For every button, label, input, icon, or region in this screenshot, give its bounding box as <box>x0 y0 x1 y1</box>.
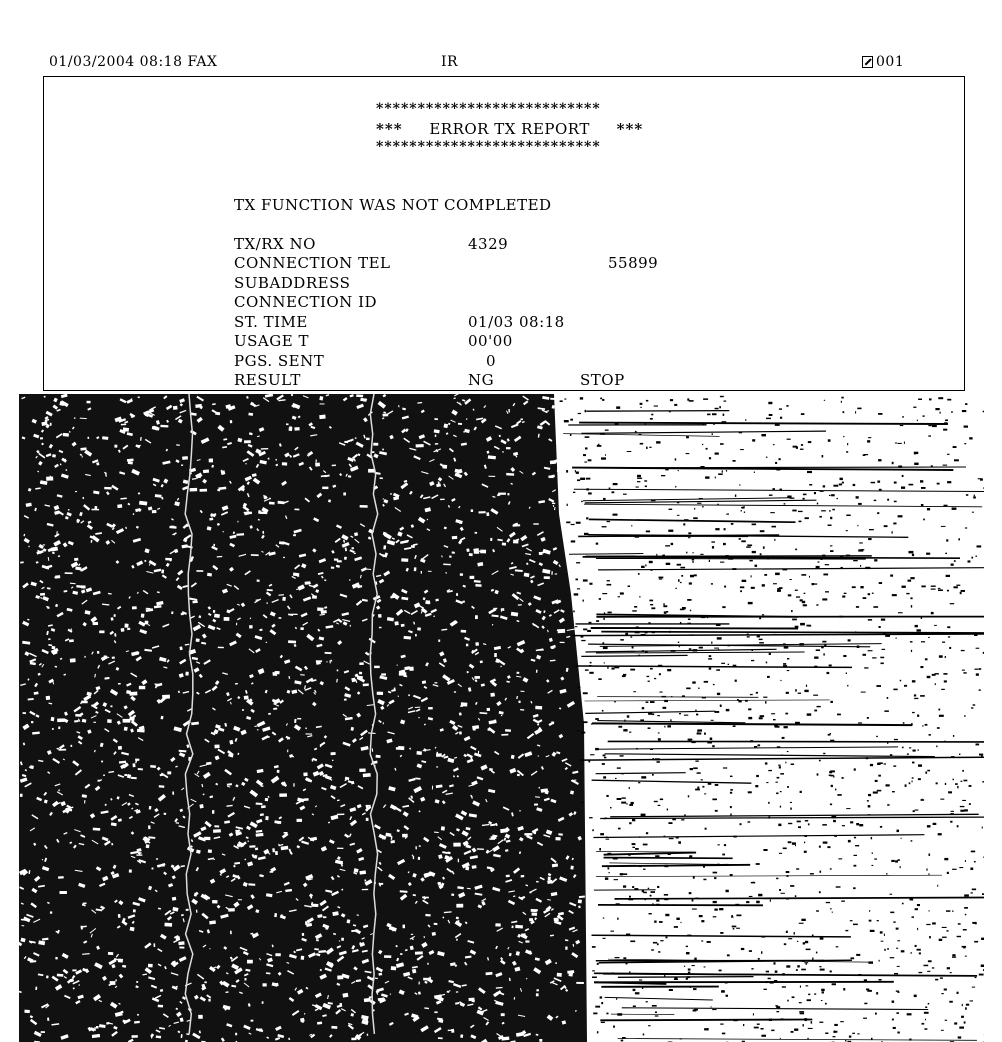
field-label: CONNECTION ID <box>234 293 378 311</box>
stars-border-top: *************************** <box>376 101 601 117</box>
field-st-time <box>234 313 934 332</box>
scanned-image-noise <box>19 394 984 1042</box>
noise-texture <box>19 394 984 1042</box>
fax-page-number <box>862 54 904 70</box>
field-label: PGS. SENT <box>234 352 325 370</box>
title-side-marks-right: *** <box>616 120 644 138</box>
field-label: USAGE T <box>234 332 309 350</box>
field-txrx-no <box>234 235 934 254</box>
page-number-value: 001 <box>876 54 905 70</box>
field-connection-id <box>234 293 934 312</box>
page-icon <box>862 56 873 68</box>
field-value: 00'00 <box>468 332 513 350</box>
dark-noise-region <box>19 394 587 1042</box>
field-result <box>234 371 934 390</box>
fax-sender-id: IR <box>441 54 459 70</box>
field-subaddress <box>234 274 934 293</box>
fax-datetime: 01/03/2004 08:18 FAX <box>49 54 218 70</box>
report-title: ERROR TX REPORT <box>429 120 590 138</box>
field-value-secondary: STOP <box>580 371 625 389</box>
field-value: 55899 <box>608 254 659 272</box>
status-message: TX FUNCTION WAS NOT COMPLETED <box>234 196 552 214</box>
field-usage-t <box>234 332 934 351</box>
field-value: 0 <box>486 352 497 370</box>
field-label: TX/RX NO <box>234 235 316 253</box>
stars-border-bottom: *************************** <box>376 139 601 155</box>
title-side-marks-left: *** <box>376 120 403 138</box>
field-pgs-sent <box>234 352 934 371</box>
field-label: SUBADDRESS <box>234 274 351 292</box>
field-label: CONNECTION TEL <box>234 254 391 272</box>
field-value: NG <box>468 371 495 389</box>
field-value: 4329 <box>468 235 509 253</box>
field-connection-tel <box>234 254 934 273</box>
field-value: 01/03 08:18 <box>468 313 565 331</box>
field-label: ST. TIME <box>234 313 308 331</box>
report-title-row <box>376 120 643 138</box>
error-report-box <box>43 76 965 391</box>
fax-header <box>0 54 1002 74</box>
field-label: RESULT <box>234 371 301 389</box>
